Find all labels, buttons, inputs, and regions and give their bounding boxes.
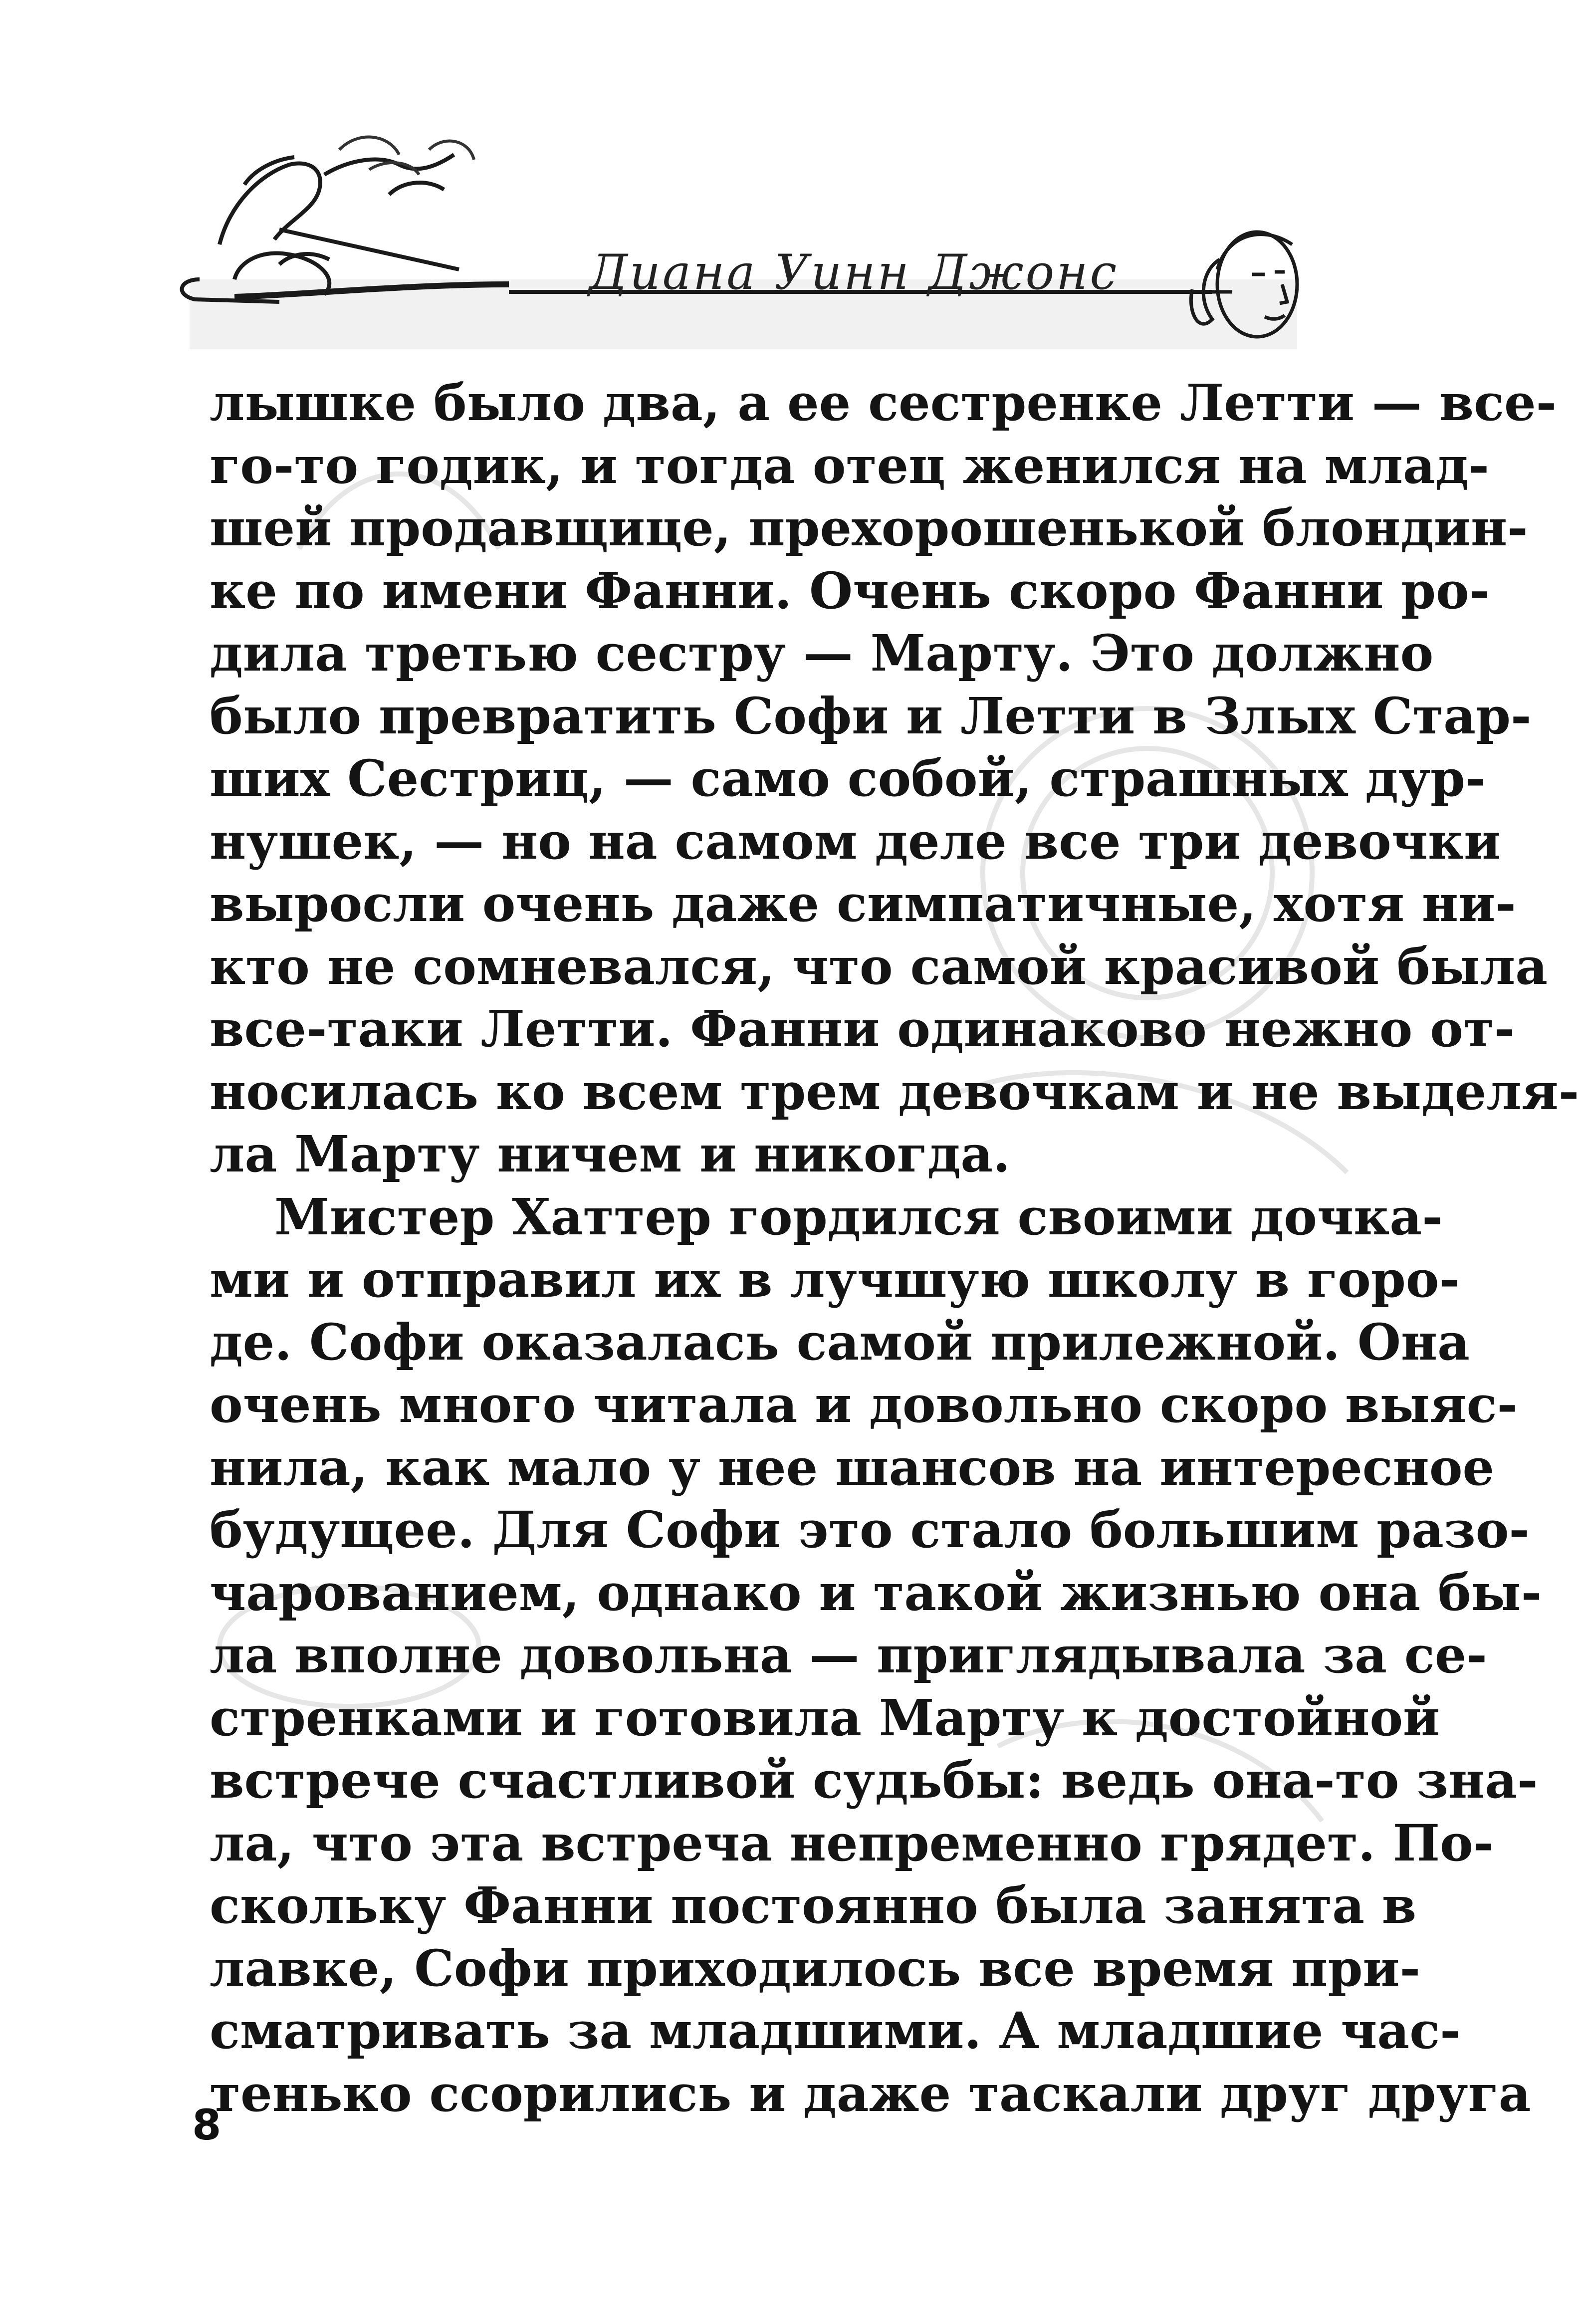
body-text — [210, 372, 1579, 2123]
text-line: нушек, — но на самом деле все три девочки — [210, 811, 1501, 871]
text-line: ла Марту ничем и никогда. — [210, 1125, 1010, 1183]
text-line: нила, как мало у нее шансов на интересное — [210, 1437, 1495, 1497]
text-line: чарованием, однако и такой жизнью она бы- — [210, 1563, 1542, 1622]
text-line: Мистер Хаттер гордился своими дочка- — [274, 1187, 1443, 1246]
text-line: очень много читала и довольно скоро выяс- — [210, 1375, 1518, 1434]
text-line: де. Софи оказалась самой прилежной. Она — [210, 1312, 1470, 1372]
page-number: 8 — [192, 2100, 222, 2149]
text-line: скольку Фанни постоянно была занята в — [210, 1876, 1417, 1935]
text-line: дила третью сестру — Марту. Это должно — [210, 624, 1434, 683]
text-line: шей продавщице, прехорошенькой блондин- — [210, 498, 1528, 557]
text-line: встрече счастливой судьбы: ведь она-то зна- — [210, 1751, 1538, 1810]
text-line: ми и отправил их в лучшую школу в горо- — [210, 1250, 1460, 1309]
girl-face-icon — [1191, 232, 1297, 337]
text-line: было превратить Софи и Летти в Злых Стар- — [210, 686, 1532, 745]
text-line: сматривать за младшими. А младшие час- — [210, 2001, 1461, 2060]
text-line: кто не сомневался, что самой красивой была — [210, 936, 1548, 996]
text-line: ших Сестриц, — само собой, страшных дур- — [210, 749, 1486, 808]
text-line: ла вполне довольна — приглядывала за се- — [210, 1626, 1487, 1684]
text-line: ла, что эта встреча непременно грядет. По- — [210, 1813, 1494, 1872]
text-line: носилась ко всем трем девочкам и не выделя- — [210, 1062, 1579, 1121]
text-line: лышке было два, а ее сестренке Летти — все- — [210, 373, 1557, 432]
text-line: тенько ссорились и даже таскали друг друга — [210, 2064, 1531, 2123]
text-line: лавке, Софи приходилось все время при- — [210, 1938, 1421, 1998]
text-line: все-таки Летти. Фанни одинаково нежно от- — [210, 999, 1515, 1058]
text-line: будущее. Для Софи это стало большим разо- — [210, 1500, 1530, 1559]
header-decoration — [160, 120, 1317, 359]
text-line: стренками и готовила Марту к достойной — [210, 1688, 1440, 1747]
author-name: Диана Уинн Джонс — [589, 244, 1119, 300]
bird-drawing-icon — [182, 155, 459, 302]
text-line: выросли очень даже симпатичные, хотя ни- — [210, 874, 1516, 933]
page-header — [160, 120, 1317, 359]
text-line: ке по имени Фанни. Очень скоро Фанни ро- — [210, 561, 1490, 620]
text-line: го-то годик, и тогда отец женился на млад- — [210, 436, 1489, 495]
